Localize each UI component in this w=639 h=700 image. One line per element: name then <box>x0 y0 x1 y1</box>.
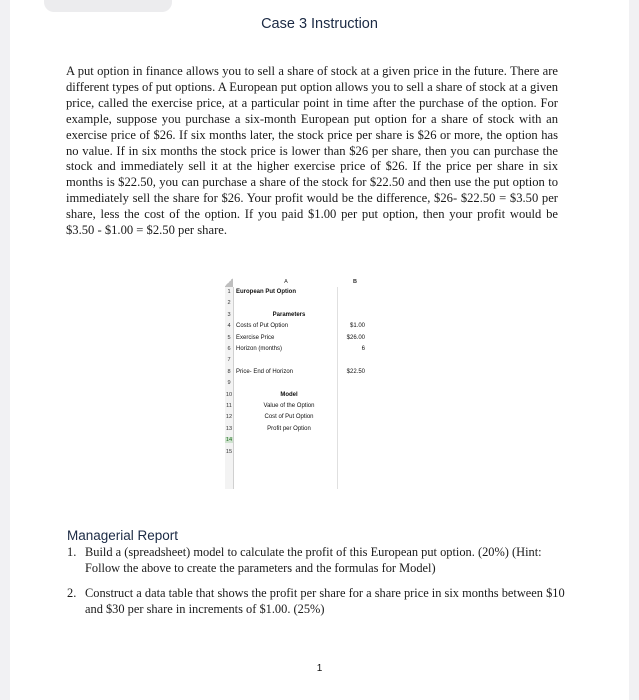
list-item <box>67 586 565 617</box>
page-number: 1 <box>316 663 323 674</box>
sheet-row <box>225 310 369 321</box>
row-number: 7 <box>227 357 231 364</box>
sheet-row <box>225 355 369 366</box>
row-number: 15 <box>225 448 233 455</box>
cell-b: $26.00 <box>346 334 365 341</box>
list-item-text: Build a (spreadsheet) model to calculate the profit of this European put option. (20%) (Hint: Follow the above to create the parameters and the formulas for Model) <box>85 545 542 575</box>
intro-paragraph: A put option in finance allows you to sell a share of stock at a given price in the future. There are different types of put options. A European put option allows you to sell a share of stock at a given price, called the exercise price, at a particular point in time after the purchase of the option. For example, suppose you purchase a six-month European put option for a share of stock with an exercise price of $26. If six months later, the stock price per share is $26 or more, the option has no value. If in six months the stock price is lower than $26 per share, then you can purchase the stock and immediately sell it at the higher exercise price of $26. If the price per share in six months is $22.50, you can purchase a share of the stock for $22.50 and then use the put option to immediately sell the share for $26. Your profit would be the difference, $26- $22.50 = $3.50 per share, less the cost of the option. If you paid $1.00 per put option, then your profit would be $3.50 - $1.00 = $2.50 per share. <box>66 64 558 238</box>
row-number: 1 <box>227 289 231 295</box>
cell-b: 6 <box>361 346 365 352</box>
sheet-row-selected <box>225 435 369 446</box>
report-list <box>67 545 565 627</box>
sheet-row <box>225 367 369 378</box>
cell-a: Value of the Option <box>263 403 315 409</box>
sheet-row <box>225 321 369 332</box>
row-number: 10 <box>225 391 233 398</box>
sheet-row <box>225 333 369 344</box>
sheet-row <box>225 287 369 298</box>
cell-a: Horizon (months) <box>236 346 283 352</box>
page-title: Case 3 Instruction <box>261 16 378 32</box>
cell-a: Model <box>280 391 298 398</box>
cell-a: Cost of Put Option <box>264 414 314 421</box>
sheet-row <box>225 344 369 355</box>
row-number: 3 <box>227 311 231 318</box>
sheet-row <box>225 298 369 309</box>
spreadsheet-header <box>225 277 369 287</box>
report-heading: Managerial Report <box>67 528 179 543</box>
cell-b: $1.00 <box>349 323 365 330</box>
cell-a: Costs of Put Option <box>236 323 289 330</box>
sheet-row <box>225 447 369 458</box>
row-number: 9 <box>227 380 231 387</box>
sheet-row <box>225 401 369 412</box>
column-header-b: B <box>353 279 357 285</box>
cell-a: Price- End of Horizon <box>236 368 294 375</box>
column-header-a: A <box>284 279 288 285</box>
row-number: 12 <box>225 414 233 421</box>
cell-a: Parameters <box>272 311 306 318</box>
row-number: 8 <box>227 368 231 375</box>
list-item <box>67 545 565 576</box>
cell-a: Profit per Option <box>267 425 311 432</box>
row-number: 13 <box>225 425 233 432</box>
sheet-row <box>225 412 369 423</box>
list-item-number: 2. <box>67 586 77 601</box>
cell-a: European Put Option <box>236 289 296 295</box>
list-item-number: 1. <box>67 545 77 559</box>
spreadsheet-figure <box>225 277 369 489</box>
row-number: 6 <box>227 346 231 352</box>
list-item-text: Construct a data table that shows the profit per share for a share price in six months between $10 and $30 per share in increments of $1.00. (25%) <box>85 586 565 616</box>
sheet-row <box>225 378 369 389</box>
sheet-row <box>225 424 369 435</box>
row-number: 4 <box>227 323 231 330</box>
cell-b: $22.50 <box>346 368 365 375</box>
row-number: 14 <box>225 437 233 444</box>
document-page <box>10 0 629 700</box>
sheet-row <box>225 390 369 401</box>
page-tab-decoration <box>44 0 172 12</box>
row-number: 2 <box>227 300 231 307</box>
cell-a: Exercise Price <box>236 334 275 341</box>
row-number: 11 <box>226 403 232 409</box>
select-all-corner <box>225 277 233 287</box>
row-number: 5 <box>227 334 231 341</box>
